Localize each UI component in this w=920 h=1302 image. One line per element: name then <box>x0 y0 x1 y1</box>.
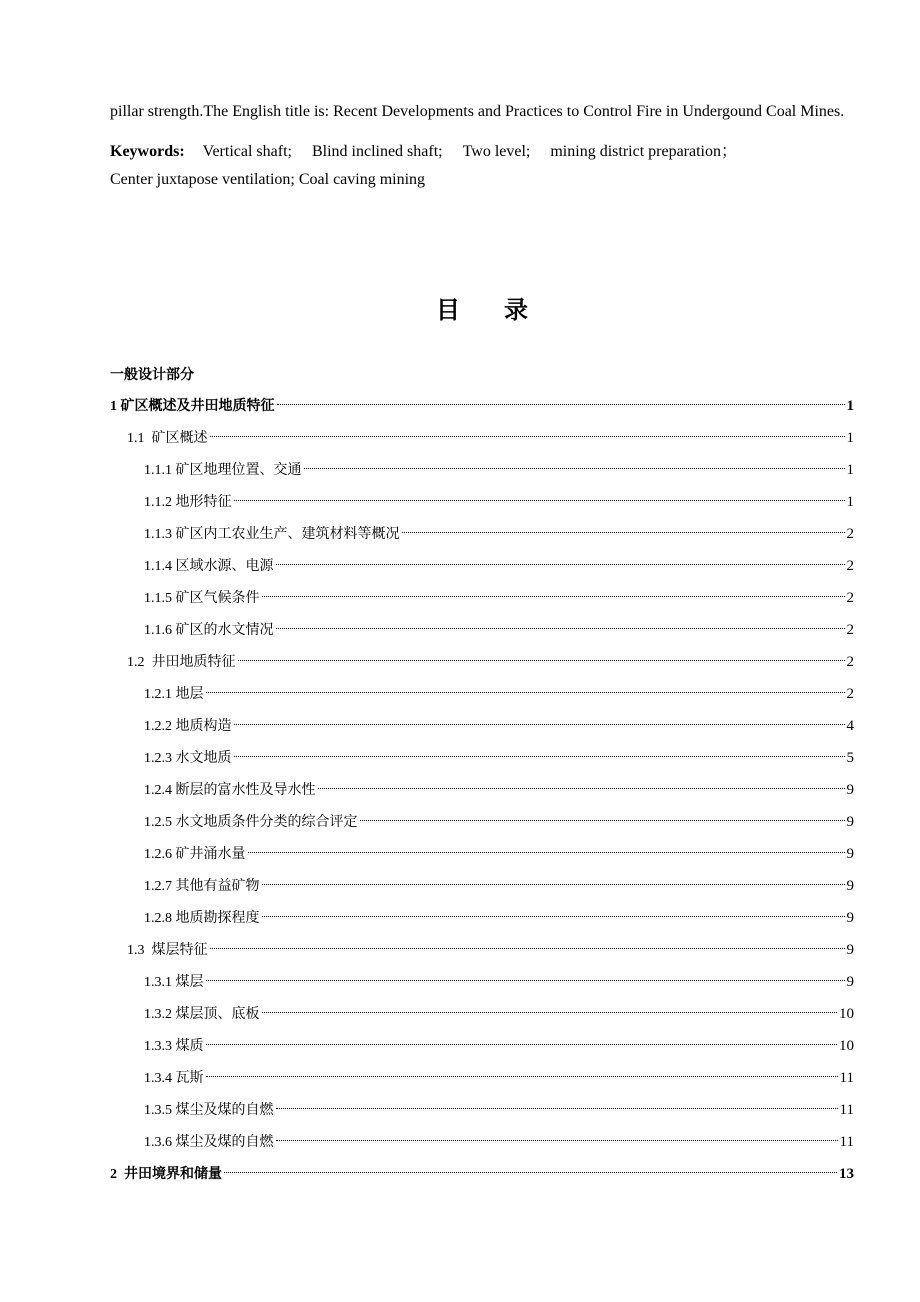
toc-entry[interactable] <box>110 651 854 683</box>
toc-entry-number: 1.2 <box>127 655 152 670</box>
toc-entry-label <box>144 555 274 578</box>
toc-entry-label <box>144 715 232 738</box>
toc-entry-number: 1.2.2 <box>144 719 176 734</box>
toc-entry[interactable] <box>110 907 854 939</box>
toc-title: 目录 <box>436 296 572 324</box>
toc-entry[interactable] <box>110 619 854 651</box>
toc-entry-title: 水文地质 <box>175 750 232 766</box>
toc-leader-dots <box>234 756 845 757</box>
table-of-contents <box>110 395 854 1195</box>
toc-entry-title: 矿区地理位置、交通 <box>175 462 302 478</box>
toc-page-number: 9 <box>846 974 854 990</box>
toc-page-number: 2 <box>846 622 854 638</box>
toc-section-heading: 一般设计部分 <box>110 367 194 383</box>
toc-entry[interactable] <box>110 1131 854 1163</box>
toc-entry-title: 水文地质条件分类的综合评定 <box>175 814 358 830</box>
toc-entry-label <box>144 619 274 642</box>
toc-entry-label <box>127 651 236 674</box>
toc-entry-title: 地质勘探程度 <box>175 910 260 926</box>
toc-entry-label <box>144 1099 274 1122</box>
toc-entry-label <box>144 875 260 898</box>
toc-entry-title: 矿区概述 <box>151 430 208 446</box>
toc-page-number: 11 <box>839 1070 854 1086</box>
toc-page-number: 9 <box>846 814 854 830</box>
keyword-item: Blind inclined shaft; <box>311 143 443 160</box>
toc-entry-number: 1.2.8 <box>144 911 176 926</box>
toc-entry-number: 1.1.2 <box>144 495 176 510</box>
keywords-label: Keywords: <box>110 143 185 160</box>
toc-leader-dots <box>318 788 845 789</box>
keyword-item: mining district preparation； <box>550 143 737 160</box>
toc-leader-dots <box>224 1172 837 1173</box>
toc-page-number: 2 <box>846 590 854 606</box>
toc-entry-title: 矿区气候条件 <box>175 590 260 606</box>
toc-entry-label <box>110 1163 222 1186</box>
toc-leader-dots <box>210 948 845 949</box>
toc-page-number: 5 <box>846 750 854 766</box>
toc-entry-title: 其他有益矿物 <box>175 878 260 894</box>
toc-entry-number: 2 <box>110 1167 124 1182</box>
toc-leader-dots <box>234 500 845 501</box>
toc-entry-number: 1.2.4 <box>144 783 176 798</box>
toc-entry[interactable] <box>110 459 854 491</box>
toc-entry-number: 1.1.3 <box>144 527 176 542</box>
toc-entry-number: 1.2.1 <box>144 687 176 702</box>
toc-entry[interactable] <box>110 811 854 843</box>
toc-page-number: 1 <box>846 494 854 510</box>
toc-page-number: 9 <box>846 878 854 894</box>
toc-entry[interactable] <box>110 939 854 971</box>
toc-entry-title: 井田地质特征 <box>151 654 236 670</box>
toc-entry-number: 1.3.6 <box>144 1135 176 1150</box>
toc-entry-title: 煤质 <box>175 1038 204 1054</box>
toc-entry-label <box>144 1131 274 1154</box>
toc-page-number: 9 <box>846 846 854 862</box>
toc-entry-label <box>110 395 275 418</box>
toc-leader-dots <box>262 1012 838 1013</box>
toc-entry[interactable] <box>110 587 854 619</box>
toc-entry-title: 地质构造 <box>175 718 232 734</box>
toc-entry[interactable] <box>110 1099 854 1131</box>
toc-entry-title: 区域水源、电源 <box>175 558 274 574</box>
toc-entry-label <box>144 587 260 610</box>
document-page <box>110 98 854 1182</box>
toc-entry-label <box>144 907 260 930</box>
toc-leader-dots <box>276 564 845 565</box>
toc-page-number: 4 <box>846 718 854 734</box>
keyword-item: Two level; <box>462 143 531 160</box>
toc-entry-label <box>144 811 358 834</box>
toc-entry-number: 1.3.2 <box>144 1007 176 1022</box>
toc-entry-number: 1.1.6 <box>144 623 176 638</box>
toc-page-number: 9 <box>846 942 854 958</box>
toc-entry-title: 井田境界和储量 <box>124 1166 222 1182</box>
toc-entry-title: 断层的富水性及导水性 <box>175 782 316 798</box>
toc-leader-dots <box>360 820 845 821</box>
toc-leader-dots <box>248 852 845 853</box>
toc-entry-label <box>144 1067 204 1090</box>
toc-entry-number: 1.1.4 <box>144 559 176 574</box>
toc-page-number: 11 <box>839 1102 854 1118</box>
toc-entry-title: 煤尘及煤的自燃 <box>175 1134 274 1150</box>
toc-leader-dots <box>402 532 845 533</box>
toc-entry-title: 煤层特征 <box>151 942 208 958</box>
toc-entry-label <box>127 939 208 962</box>
toc-leader-dots <box>206 1044 838 1045</box>
toc-leader-dots <box>206 692 845 693</box>
toc-entry[interactable] <box>110 427 854 459</box>
toc-entry-number: 1.3.3 <box>144 1039 176 1054</box>
toc-entry-number: 1.3 <box>127 943 152 958</box>
toc-page-number: 1 <box>846 398 854 414</box>
toc-entry[interactable] <box>110 1163 854 1195</box>
toc-entry-number: 1.2.3 <box>144 751 176 766</box>
toc-entry-number: 1.2.7 <box>144 879 176 894</box>
toc-page-number: 1 <box>846 430 854 446</box>
toc-page-number: 2 <box>846 686 854 702</box>
toc-entry[interactable] <box>110 843 854 875</box>
toc-entry-title: 地形特征 <box>175 494 232 510</box>
toc-entry-number: 1.3.4 <box>144 1071 176 1086</box>
toc-leader-dots <box>262 596 845 597</box>
toc-entry-label <box>144 747 232 770</box>
toc-entry[interactable] <box>110 715 854 747</box>
toc-leader-dots <box>210 436 845 437</box>
toc-entry-number: 1 <box>110 399 121 414</box>
toc-entry-title: 瓦斯 <box>175 1070 204 1086</box>
toc-entry-number: 1.1.5 <box>144 591 176 606</box>
toc-entry-number: 1.1 <box>127 431 152 446</box>
toc-page-number: 2 <box>846 526 854 542</box>
abstract-paragraph: pillar strength.The English title is: Recent Developments and Practices to Control Fire in Undergound Coal Mines. <box>110 103 845 120</box>
toc-page-number: 11 <box>839 1134 854 1150</box>
toc-entry[interactable] <box>110 395 854 427</box>
toc-entry-number: 1.2.6 <box>144 847 176 862</box>
toc-page-number: 13 <box>839 1166 854 1182</box>
toc-entry-label <box>144 843 246 866</box>
toc-entry-number: 1.3.5 <box>144 1103 176 1118</box>
toc-entry-label <box>144 491 232 514</box>
toc-entry-label <box>144 683 204 706</box>
toc-entry-label <box>144 971 204 994</box>
toc-entry[interactable] <box>110 491 854 523</box>
toc-entry[interactable] <box>110 1003 854 1035</box>
toc-leader-dots <box>206 980 845 981</box>
toc-entry[interactable] <box>110 971 854 1003</box>
toc-entry[interactable] <box>110 747 854 779</box>
toc-entry-label <box>144 1035 204 1058</box>
toc-entry-number: 1.1.1 <box>144 463 176 478</box>
toc-leader-dots <box>277 404 845 405</box>
toc-leader-dots <box>304 468 845 469</box>
toc-entry-title: 矿区内工农业生产、建筑材料等概况 <box>175 526 400 542</box>
keyword-item: Center juxtapose ventilation; Coal caving mining <box>110 171 426 188</box>
toc-entry[interactable] <box>110 683 854 715</box>
toc-entry-title: 煤层顶、底板 <box>175 1006 260 1022</box>
toc-entry[interactable] <box>110 555 854 587</box>
toc-entry-label <box>144 779 316 802</box>
toc-page-number: 1 <box>846 462 854 478</box>
toc-page-number: 2 <box>846 654 854 670</box>
toc-entry-title: 矿井涌水量 <box>175 846 246 862</box>
toc-page-number: 10 <box>839 1038 854 1054</box>
toc-entry[interactable] <box>110 875 854 907</box>
toc-entry-label <box>144 1003 260 1026</box>
toc-entry-label <box>144 523 400 546</box>
toc-entry-title: 地层 <box>175 686 204 702</box>
keywords-line <box>110 138 854 194</box>
toc-leader-dots <box>238 660 845 661</box>
toc-entry[interactable] <box>110 1067 854 1099</box>
toc-entry-title: 煤层 <box>175 974 204 990</box>
toc-entry[interactable] <box>110 779 854 811</box>
toc-entry-number: 1.3.1 <box>144 975 176 990</box>
toc-leader-dots <box>276 1108 838 1109</box>
toc-entry-number: 1.2.5 <box>144 815 176 830</box>
toc-entry[interactable] <box>110 523 854 555</box>
toc-entry-label <box>144 459 302 482</box>
toc-leader-dots <box>234 724 845 725</box>
toc-page-number: 10 <box>839 1006 854 1022</box>
toc-entry-title: 煤尘及煤的自燃 <box>175 1102 274 1118</box>
toc-page-number: 9 <box>846 910 854 926</box>
toc-entry-title: 矿区的水文情况 <box>175 622 274 638</box>
toc-entry-title: 矿区概述及井田地质特征 <box>120 398 275 414</box>
toc-leader-dots <box>276 1140 838 1141</box>
toc-leader-dots <box>276 628 845 629</box>
toc-page-number: 2 <box>846 558 854 574</box>
toc-entry[interactable] <box>110 1035 854 1067</box>
keyword-item: Vertical shaft; <box>202 143 292 160</box>
toc-entry-label <box>127 427 208 450</box>
toc-leader-dots <box>206 1076 838 1077</box>
toc-leader-dots <box>262 884 845 885</box>
toc-leader-dots <box>262 916 845 917</box>
toc-page-number: 9 <box>846 782 854 798</box>
